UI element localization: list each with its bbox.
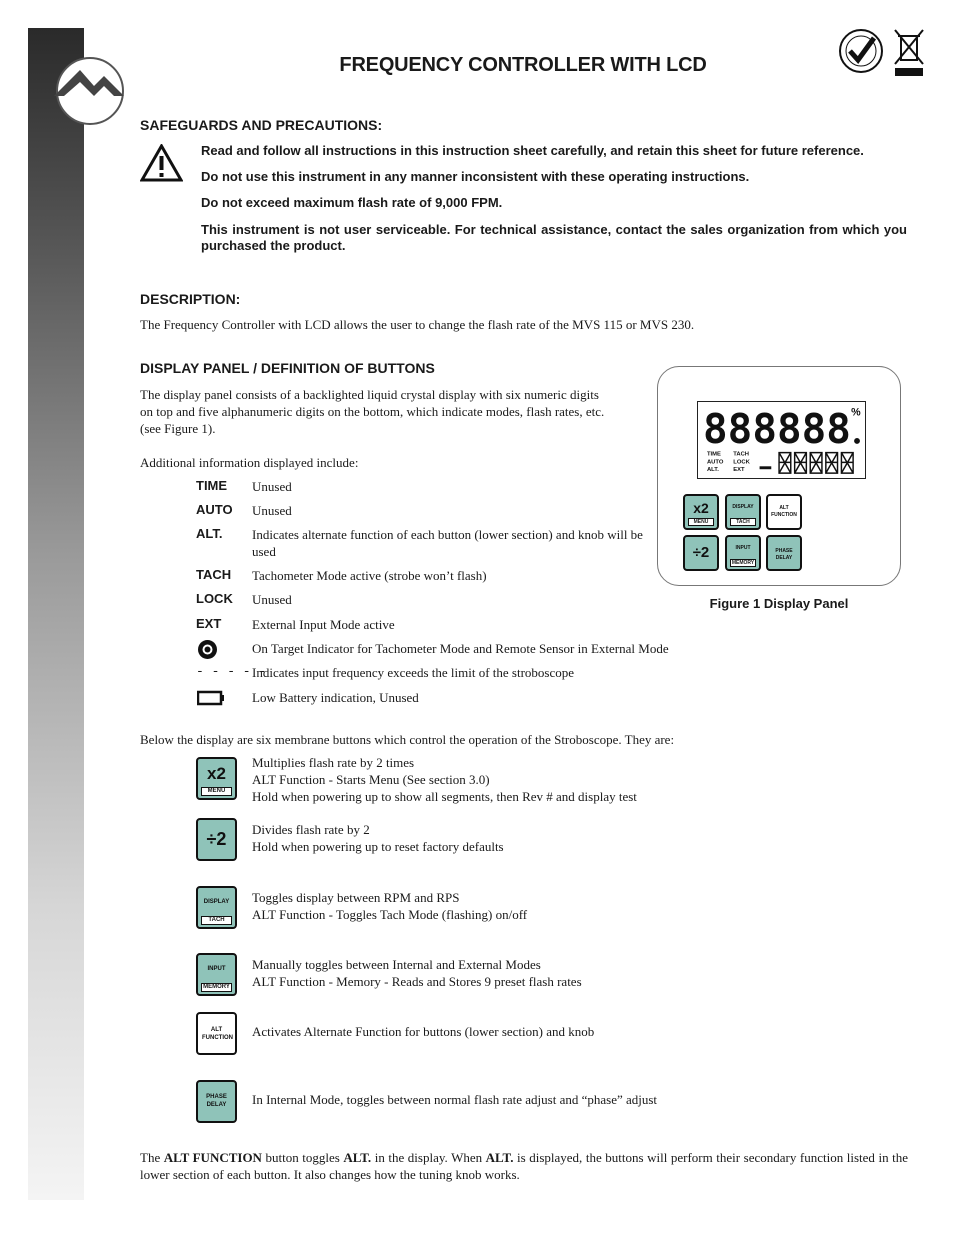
alt-function-note: The ALT FUNCTION button toggles ALT. in the display. When ALT. is displayed, the buttons will perform their secondary function listed in the lower section of each button. It also changes how the tuning knob works. — [140, 1150, 908, 1182]
lcd-label: TACH — [733, 451, 750, 458]
lcd-label: ALT. — [706, 467, 719, 474]
button-main-label: INPUT — [207, 966, 226, 972]
x2-menu-button-icon: x2 MENU — [196, 757, 237, 800]
definition-text: On Target Indicator for Tachometer Mode and Remote Sensor in External Mode — [252, 641, 669, 656]
lcd-display — [697, 401, 866, 479]
button-description: Divides flash rate by 2 — [252, 822, 370, 837]
figure-caption: Figure 1 Display Panel — [709, 596, 849, 611]
button-sub-label: TACH — [201, 916, 232, 925]
definition-text: Tachometer Mode active (strobe won’t flash) — [252, 568, 487, 583]
target-icon — [197, 639, 218, 660]
definition-term: LOCK — [196, 591, 233, 606]
description-heading: DESCRIPTION: — [140, 291, 241, 307]
figure-display-tach-button: DISPLAY TACH — [725, 494, 761, 530]
button-description: Activates Alternate Function for buttons (lower section) and knob — [252, 1024, 595, 1039]
definition-text: Unused — [252, 479, 292, 494]
lcd-percent: % — [851, 406, 861, 419]
battery-icon — [197, 690, 225, 706]
definition-text: Unused — [252, 592, 292, 607]
divide2-button-icon — [196, 818, 237, 861]
button-description: Hold when powering up to reset factory defaults — [252, 839, 504, 854]
lcd-label: AUTO — [706, 459, 724, 466]
button-sub-label: MEMORY — [201, 983, 232, 992]
alt-function-button-icon — [196, 1012, 237, 1055]
definition-term: EXT — [196, 616, 222, 631]
figure-input-memory-button: INPUT MEMORY — [725, 535, 761, 571]
button-description: Multiplies flash rate by 2 times — [252, 755, 415, 770]
description-text: The Frequency Controller with LCD allows the user to change the flash rate of the MVS 115 or MVS 230. — [140, 317, 695, 332]
figure-phase-delay-button: PHASE DELAY — [766, 535, 802, 571]
definition-term: TIME — [196, 478, 228, 493]
definition-term: - - - - - — [196, 664, 267, 679]
figure-x2-menu-button: x2 MENU — [683, 494, 719, 530]
button-description: Manually toggles between Internal and External Modes — [252, 957, 541, 972]
definition-text: Unused — [252, 503, 292, 518]
button-description: ALT Function - Starts Menu (See section 3.0) — [252, 772, 490, 787]
button-description: ALT Function - Toggles Tach Mode (flashing) on/off — [252, 907, 528, 922]
definition-term: TACH — [196, 567, 232, 582]
definition-term: ALT. — [196, 526, 223, 541]
button-main-label: ÷2 — [206, 829, 227, 849]
button-main-label: DISPLAY — [203, 899, 230, 905]
input-memory-button-icon — [196, 953, 237, 996]
button-description: ALT Function - Memory - Reads and Stores 9 preset flash rates — [252, 974, 582, 989]
definition-text: External Input Mode active — [252, 617, 395, 632]
definition-text: Low Battery indication, Unused — [252, 690, 419, 705]
safeguard-line: This instrument is not user serviceable. For technical assistance, contact the sales organization from which you purchased the product. — [201, 222, 907, 253]
lcd-label: LOCK — [733, 459, 750, 466]
page-title: FREQUENCY CONTROLLER WITH LCD — [339, 54, 707, 76]
button-main-label: ALT FUNCTION — [202, 1027, 233, 1041]
definition-term: AUTO — [196, 502, 233, 517]
button-description: In Internal Mode, toggles between normal flash rate adjust and “phase” adjust — [252, 1092, 658, 1107]
lcd-label: TIME — [706, 451, 721, 458]
display-panel-intro: on top and five alphanumeric digits on the bottom, which indicate modes, flash rates, etc. — [140, 404, 605, 419]
lcd-label: EXT — [733, 467, 745, 474]
definition-text: Indicates input frequency exceeds the limit of the stroboscope — [252, 665, 575, 680]
safeguards-heading: SAFEGUARDS AND PRECAUTIONS: — [140, 117, 383, 133]
buttons-intro-text: Below the display are six membrane buttons which control the operation of the Stroboscope. They are: — [140, 732, 675, 747]
figure-alt-function-button: ALT FUNCTION — [766, 494, 802, 530]
additional-info-text: Additional information displayed include: — [140, 455, 359, 470]
button-description: Hold when powering up to show all segments, then Rev # and display test — [252, 789, 637, 804]
button-description: Toggles display between RPM and RPS — [252, 890, 460, 905]
warning-icon — [140, 144, 183, 182]
phase-delay-button-icon — [196, 1080, 237, 1123]
figure-divide2-button: ÷2 — [683, 535, 719, 571]
safeguard-line: Read and follow all instructions in this instruction sheet carefully, and retain this sheet for future reference. — [201, 143, 864, 158]
display-panel-intro: (see Figure 1). — [140, 421, 216, 436]
rohs-compliance-icon — [838, 28, 884, 74]
display-panel-heading: DISPLAY PANEL / DEFINITION OF BUTTONS — [140, 360, 435, 376]
button-sub-label: MENU — [201, 787, 232, 796]
display-tach-button-icon — [196, 886, 237, 929]
safeguard-line: Do not exceed maximum flash rate of 9,000 FPM. — [201, 195, 503, 210]
safeguard-line: Do not use this instrument in any manner inconsistent with these operating instructions. — [201, 169, 750, 184]
definition-text: Indicates alternate function of each button (lower section) and knob will be used — [252, 527, 643, 559]
lcd-digits: 888888 — [703, 404, 851, 453]
display-panel-intro: The display panel consists of a backlighted liquid crystal display with six numeric digits — [140, 387, 599, 402]
weee-bin-icon — [893, 28, 925, 78]
button-main-label: PHASE DELAY — [206, 1094, 227, 1108]
sidebar-gradient — [28, 28, 84, 1200]
